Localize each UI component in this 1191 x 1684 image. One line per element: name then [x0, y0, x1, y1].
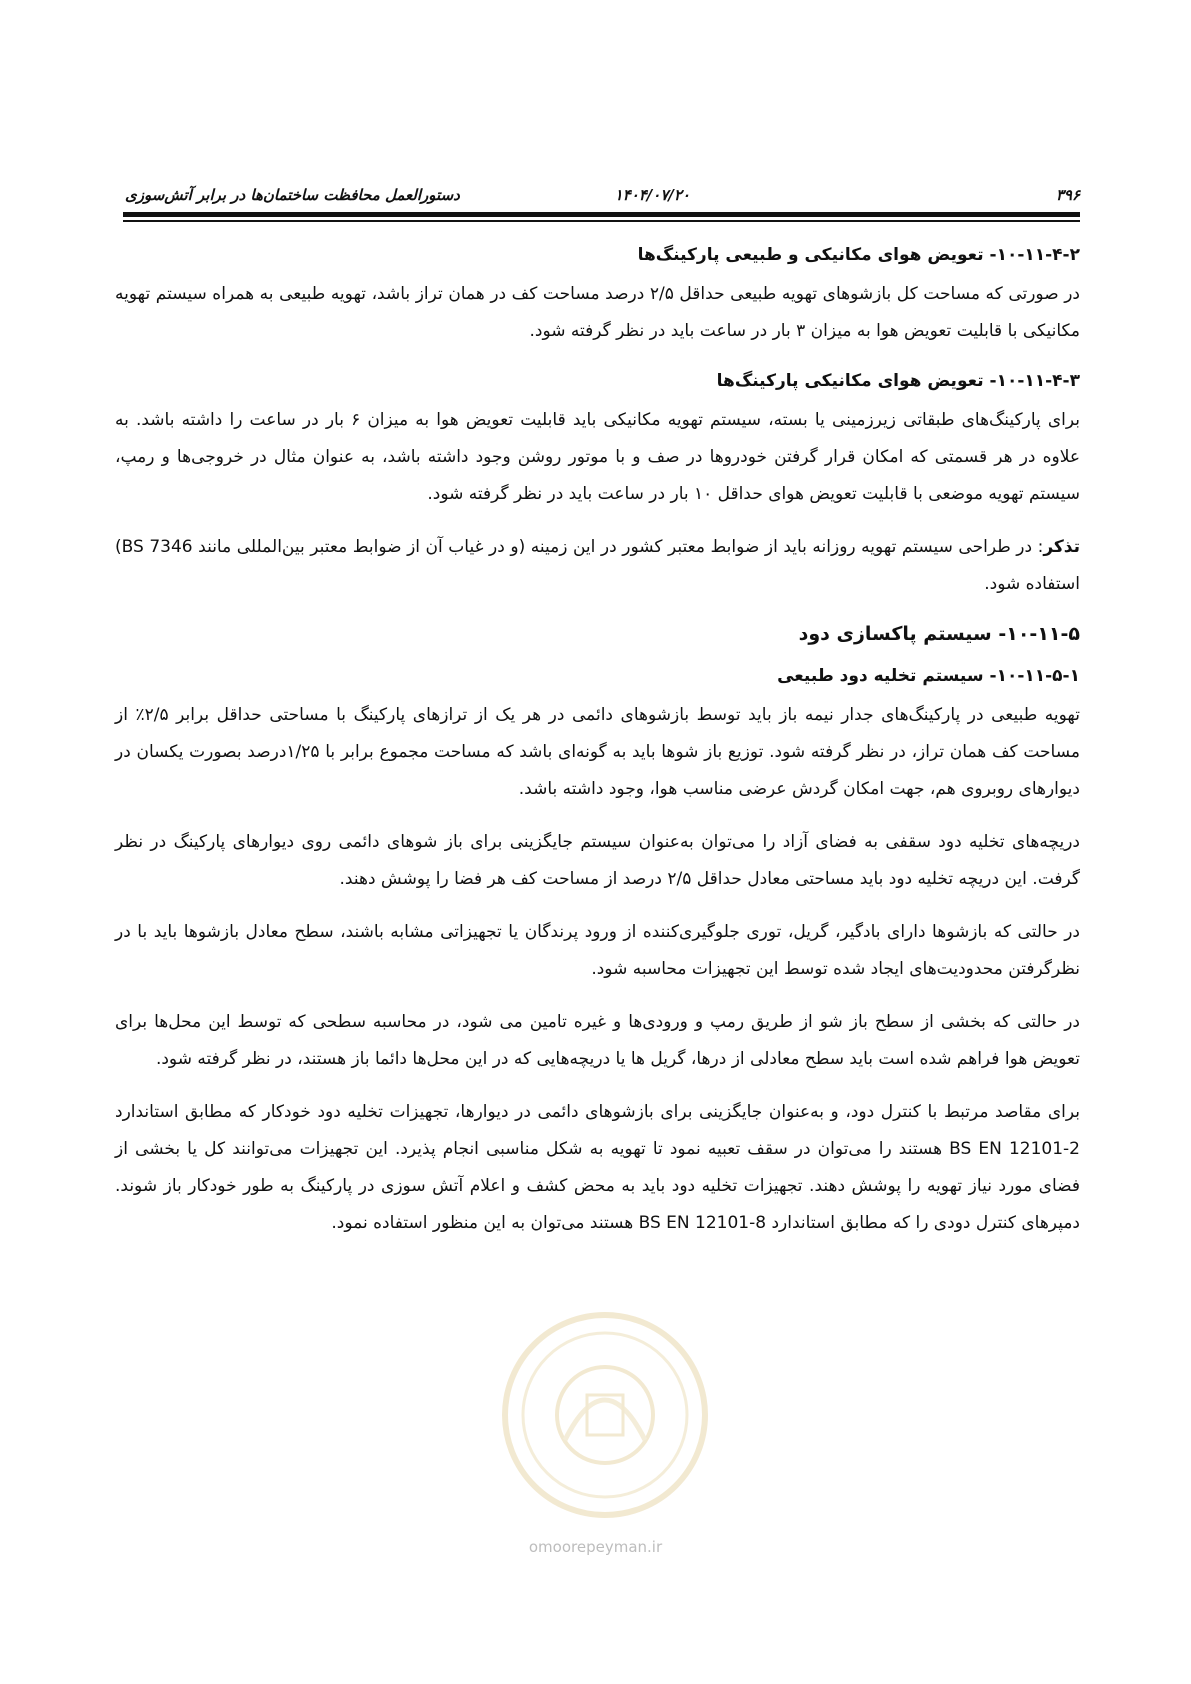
subsection-paragraph: برای مقاصد مرتبط با کنترل دود، و به‌عنوان جایگزینی برای بازشوهای دائمی در دیوارها، تجهیزات تخلیه دود خودکار که مطابق استاندارد BS EN 12101-2 هستند را می‌توان در سقف تعبیه نمود تا تهویه به شکل مناسبی انجام پذیرد. این تجهیزات می‌توانند کل یا بخشی از فضای مورد نیاز تهویه را پوشش دهند. تجهیزات تخلیه دود باید به محض کشف و اعلام آتش سوزی در پارکینگ به طور خودکار باز شوند. دمپرهای کنترل دودی را که مطابق استاندارد BS EN 12101-8 هستند می‌توان به این منظور استفاده نمود. [115, 1102, 1080, 1233]
header-title: دستورالعمل محافظت ساختمان‌ها در برابر آتش‌سوزی [125, 186, 460, 204]
header-date: ۱۴۰۴/۰۷/۲۰ [614, 186, 690, 204]
page-content [115, 240, 1080, 1258]
note-paragraph [115, 529, 1080, 603]
section-paragraph: در صورتی که مساحت کل بازشوهای تهویه طبیعی حداقل ۲/۵ درصد مساحت کف در همان تراز باشد، تهویه طبیعی به همراه سیستم تهویه مکانیکی با قابلیت تعویض هوا به میزان ۳ بار در ساعت باید در نظر گرفته شود. [115, 284, 1080, 341]
watermark-url: omoorepeyman.ir [528, 1538, 663, 1556]
header-rule-thick [123, 212, 1080, 217]
subsection-heading: ۱۰-۱۱-۵-۱- سیستم تخلیه دود طبیعی [777, 666, 1080, 686]
page-number: ۳۹۶ [1055, 186, 1080, 204]
subsection-paragraph: در حالتی که بازشوها دارای بادگیر، گریل، توری جلوگیری‌کننده از ورود پرندگان یا تجهیزاتی مشابه باشند، سطح معادل بازشوها باید با در نظرگرفتن محدودیت‌های ایجاد شده توسط این تجهیزات محاسبه شود. [115, 922, 1080, 979]
section-heading: ۱۰-۱۱-۴-۳- تعویض هوای مکانیکی پارکینگ‌ها [716, 371, 1080, 391]
page-header [125, 180, 1080, 210]
subsection-paragraph: در حالتی که بخشی از سطح باز شو از طریق رمپ و ورودی‌ها و غیره تامین می شود، در محاسبه سطحی که توسط این محل‌ها برای تعویض هوا فراهم شده است باید سطح معادلی از درها، گریل ها یا دریچه‌هایی که در این محل‌ها دائما باز هستند، در نظر گرفته شود. [115, 1012, 1080, 1069]
subsection-paragraph: دریچه‌های تخلیه دود سقفی به فضای آزاد را می‌توان به‌عنوان سیستم جایگزینی برای باز شوهای دائمی روی دیوارهای پارکینگ در نظر گرفت. این دریچه تخلیه دود باید مساحتی معادل حداقل ۲/۵ درصد از مساحت کف هر فضا را پوشش دهند. [115, 832, 1080, 889]
section-heading: ۱۰-۱۱-۴-۲- تعویض هوای مکانیکی و طبیعی پارکینگ‌ها [637, 245, 1080, 265]
header-rule-thin [123, 220, 1080, 222]
note-label: تذکر [1043, 537, 1080, 557]
watermark-seal-icon [455, 1300, 755, 1530]
main-section-heading: ۱۰-۱۱-۵- سیستم پاکسازی دود [798, 623, 1080, 645]
subsection-paragraph: تهویه طبیعی در پارکینگ‌های جدار نیمه باز باید توسط بازشوهای دائمی در هر یک از ترازهای پارکینگ با مساحتی حداقل برابر ۲/۵٪ از مساحت کف همان تراز، در نظر گرفته شود. توزیع باز شوها باید به گونه‌ای باشد که مساحت مجموع برابر با ۱/۲۵درصد بصورت یکسان در دیوارهای روبروی هم، جهت امکان گردش عرضی مناسب هوا، وجود داشته باشد. [115, 705, 1080, 799]
section-paragraph: برای پارکینگ‌های طبقاتی زیرزمینی یا بسته، سیستم تهویه مکانیکی باید قابلیت تعویض هوا به میزان ۶ بار در ساعت را داشته باشد. به علاوه در هر قسمتی که امکان قرار گرفتن خودروها در صف و با موتور روشن وجود داشته باشد، به عنوان مثال در خروجی‌ها و رمپ، سیستم تهویه موضعی با قابلیت تعویض هوای حداقل ۱۰ بار در ساعت باید در نظر گرفته شود. [115, 410, 1080, 504]
note-text: : در طراحی سیستم تهویه روزانه باید از ضوابط معتبر کشور در این زمینه (و در غیاب آن از ضوابط معتبر بین‌المللی مانند BS 7346) استفاده شود. [115, 537, 1080, 594]
